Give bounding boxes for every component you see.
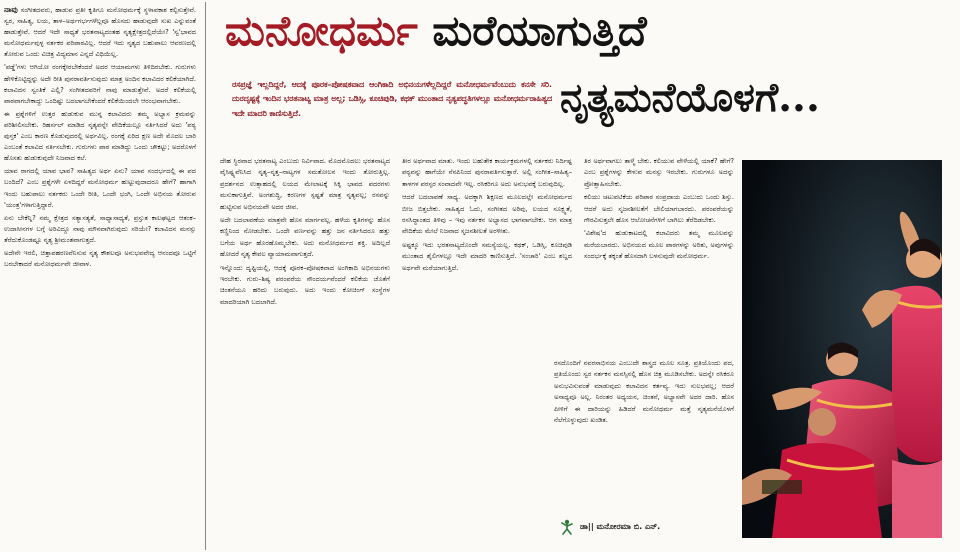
body-column-3: [402, 156, 572, 526]
left-col-p4: ಯಾವ ರಾಗದಲ್ಲಿ ಯಾವ ಭಾವ? ಸಾಹಿತ್ಯದ ಅರ್ಥ ಏನು? ಯಾವ ಸಂದರ್ಭದಲ್ಲಿ ಈ ಪದ ಬಂದಿದೆ? ಎಂಬ ಪ್ರಶ್ನೆಗಳೇ ಏಳದಿದ್ದರೆ ಮನೋಧರ್ಮ ಹುಟ್ಟುವುದಾದರೂ ಹೇಗೆ? ಹಾಗಾಗಿ ಇಂದು ಬಹುಪಾಲು ನರ್ತಕರು ಒಂದೇ ರೀತಿ, ಒಂದೇ ಭಂಗಿ, ಒಂದೇ ಅಭಿನಯ ತೋರುವ 'ಯಂತ್ರ'ಗಳಾಗುತ್ತಿದ್ದಾರೆ.: [4, 167, 196, 209]
col3-p1: ತೀರ ಅರ್ಥವಾದ ಮಾತು. ಇಂದು ಬಹುತೇಕ ಕಾರ್ಯಕ್ರಮಗಳಲ್ಲಿ ನರ್ತಕರು ನಿರ್ದಿಷ್ಟ ಪಠ್ಯವನ್ನು ಹಾಗೆಯೇ ನೆನಪಿನಿಂದ ಪುನರಾವರ್ತಿಸುತ್ತಾರೆ. ಅಲ್ಲಿ ಸಂಗೀತ–ಸಾಹಿತ್ಯ–ತಾಳಗಳ ಪರಸ್ಪರ ಸಂವಾದವೇ ಇಲ್ಲ. ರಸಿಕರಿಗೂ ಅದು ಅನುಭವಕ್ಕೆ ಬರುವುದಿಲ್ಲ.: [402, 157, 572, 188]
dancers-photo: [742, 160, 942, 538]
byline-author: ಡಾ|| ಮನೋರಮಾ ಬಿ. ಎನ್.: [580, 522, 661, 531]
col5-p1: ರಸದೊಂದಿಗೆ ನವರಸಾಭಿನಯ ಎಂಬುದೇ ಶಾಸ್ತ್ರದ ಮೂಲ ಸೂತ್ರ. ಪ್ರತಿಯೊಂದು ಪದ, ಪ್ರತಿಯೊಂದು ಸ್ವರ ನರ್ತಕನ ಮನಸ್ಸಿನಲ್ಲಿ ಹೊಸ ಚಿತ್ರ ಮೂಡಿಸಬೇಕು. ಅದನ್ನೇ ರಸಿಕರೂ ಅನುಭವಿಸುವಂತೆ ಮಾಡುವುದು ಕಲಾವಿದನ ಕರ್ತವ್ಯ. ಇದು ಸುಲಭವಲ್ಲ; ಆದರೆ ಅಸಾಧ್ಯವೂ ಅಲ್ಲ. ನಿರಂತರ ಅಧ್ಯಯನ, ಚಿಂತನೆ, ಅಭ್ಯಾಸವೇ ಅದರ ದಾರಿ. ಹೊಸ ಪೀಳಿಗೆ ಈ ದಾರಿಯನ್ನು ಹಿಡಿದರೆ ಮನೋಧರ್ಮ ಮತ್ತೆ ನೃತ್ಯಮನೆಯೊಳಗೆ ನೆಲೆಗೊಳ್ಳುವುದು ಖಂಡಿತ.: [554, 359, 734, 425]
col4-p1: ತಿರ ಅರ್ಥವಾಗಲು ತಾಳ್ಮೆ ಬೇಕು. ಕಲಿಯುವ ವೇಳೆಯಲ್ಲಿ ಯಾಕೆ? ಹೇಗೆ? ಎಂಬ ಪ್ರಶ್ನೆಗಳನ್ನು ಕೇಳುವ ಮನಸ್ಸು ಇರಬೇಕು. ಗುರುಗಳೂ ಅದನ್ನು ಪ್ರೋತ್ಸಾಹಿಸಬೇಕು.: [584, 157, 734, 188]
headline-black-word: ಮರೆಯಾಗುತ್ತಿದೆ: [432, 6, 647, 55]
left-col-p2: 'ಪಡ್ಡೆ'ಗಳು ಆಗಿಯೋ ರಂಗಕ್ಕೇರಬೇಕೆಂದರೆ ಅದರ ಆಯಾಮಗಳು ತಿಳಿದಿರಬೇಕು. ಗುರುಗಳು ಹೇಳಿಕೊಟ್ಟಿದ್ದನ್ನು ಅದೇ ರೀತಿ ಪುನರಾವರ್ತಿಸುವುದು ಮಾತ್ರ ಅಂದಿನ ಕಲಾವಿದರ ಕಲಿಕೆಯಾಗಿದೆ. ಕಲಾವಿದನ ಸ್ವಂತಿಕೆ ಎಲ್ಲಿ? ಸಂಗೀತದವರಿಗೆ ನಾವು ಮಾಡುತ್ತೇವೆ. ಅದರೆ ಕಲಿಕೆಯಲ್ಲಿ ಪಾಠವಾಗಬೇಕಾದ್ದು ಒಂದಿಷ್ಟು ಬದಲಾಗಬೇಕೆಂದರೆ ಕಲಿಕೆಯಿಂದಲೇ ಆರಂಭವಾಗಬೇಕು.: [4, 63, 196, 105]
headline-red-word: ಮನೋಧರ್ಮ: [225, 6, 418, 55]
headline-line-2: ನೃತ್ಯಮನೆಯೊಳಗೆ...: [560, 74, 820, 121]
left-col-p1: [4, 4, 196, 60]
body-column-2: [220, 156, 390, 526]
col2-p2: ಅದೇ ಬದಲಾವಣೆಯ ಮಾತ್ರವೇ ಹೊಸ ಮಾರ್ಗವಲ್ಲ. ಹಳೆಯ ಕೃತಿಗಳನ್ನು ಹೊಸ ಕಣ್ಣಿನಿಂದ ನೋಡಬೇಕು. ಒಂದೇ ವರ್ಣವನ್ನು ಹತ್ತು ಜನ ನರ್ತಿಸಿದರೂ ಹತ್ತು ಬಗೆಯ ಅರ್ಥ ಹೊರಹೊಮ್ಮಬೇಕು. ಅದು ಮನೋಧರ್ಮದ ಶಕ್ತಿ. ಅದಿಲ್ಲದೆ ಹೋದರೆ ನೃತ್ಯ ಕೇವಲ ವ್ಯಾಯಾಮವಾಗುತ್ತದೆ.: [220, 216, 390, 259]
column-divider: [205, 2, 206, 550]
dancer-pen-icon: [560, 519, 574, 535]
col2-p1: ದೇಹ ಸ್ಥಿರವಾದ ಭರತನಾಟ್ಯ ಎಂಬುದು ನಿರ್ವಿವಾದ. ಮೊದಮೊದಲು ಭರತನಾಟ್ಯದ ವೈಸಿಷ್ಟ್ಯವೆನಿಸಿದ ನೃತ್ಯ–ನೃತ್ತ–ನಾಟ್ಯಗಳ ಸಮತೋಲನ ಇಂದು ತೋರುತ್ತಿಲ್ಲ. ಪ್ರದರ್ಶನದ ಉತ್ಸಾಹದಲ್ಲಿ ಲಯದ ಮೇಲಾಟಕ್ಕೆ ಸಿಕ್ಕಿ ಭಾವದ ಪದರಗಳು ಮಸುಕಾಗುತ್ತಿವೆ. ಅಂಗಶುದ್ಧಿ, ಕರಣಗಳ ಸ್ಪಷ್ಟತೆ ಮಾತ್ರ ನೃತ್ಯವಲ್ಲ; ರಸವನ್ನು ಹುಟ್ಟಿಸುವ ಅಭಿನಯವೇ ಅದರ ಜೀವ.: [220, 157, 390, 211]
body-column-5: [554, 358, 734, 508]
col2-p3: ಇನ್ನೊಂದು ದೃಷ್ಟಿಯಲ್ಲಿ, ಆದಕ್ಕೆ ಪೂರಕ–ಪೋಷಕವಾದ ಅಂಗಿಕಾದಿ ಅಭಿನಯಗಳು ಇರಬೇಕು. ಗುರು–ಶಿಷ್ಯ ಪರಂಪರೆಯ ಸೌಂದರ್ಯವೆಂದರೆ ಕಲಿಕೆಯ ಜೊತೆಗೆ ಚಿಂತನೆಯೂ ಹರಿದು ಬರುವುದು. ಅದು ಇಂದು ಕೋಚಿಂಗ್ ಸಂಸ್ಥೆಗಳ ಮಾದರಿಯಾಗಿ ಬದಲಾಗಿದೆ.: [220, 263, 390, 306]
left-col-p3: ಈ ಪ್ರಶ್ನೆಗಳಿಗೆ ಉತ್ತರ ಹುಡುಕುವ ಮುನ್ನ ಕಲಾವಿದರು ತಮ್ಮ ಅಭ್ಯಾಸ ಕ್ರಮವನ್ನು ಪರಿಶೀಲಿಸಬೇಕು. ರಿಹರ್ಸಲ್ ಮಾಡಿದ ನೃತ್ಯವನ್ನೇ ವೇದಿಕೆಯಲ್ಲೂ ನರ್ತಿಸಿದರೆ ಅದು 'ಪಠ್ಯ ಪುಸ್ತಕ' ಎಂಬ ಕಾರಣ ಕೊಡುವುದರಲ್ಲಿ ಅರ್ಥವಿಲ್ಲ. ರಂಗಕ್ಕೆ ಏರಿದ ಕ್ಷಣ ಅದೇ ಮೊದಲ ಬಾರಿ ಎಂಬಂತೆ ಕಲಾವಿದ ನರ್ತಿಸಬೇಕು. ಗುರುಗಳು ಪಾಠ ಮಾಡಿದ್ದು ಒಂದು ಚೌಕಟ್ಟು; ಅದರೊಳಗೆ ಹೊಸತು ಹುಡುಕುವುದೇ ನಿಜವಾದ ಕಲೆ.: [4, 109, 196, 163]
left-col-p5: ಏನು ಬೇಕೆನ್ನಿ? ನಮ್ಮ ಕ್ಷೇತ್ರದ ಸತ್ಯಾಸತ್ಯತೆ, ಸಾಧ್ಯಾಸಾಧ್ಯತೆ, ಪ್ರಸ್ತುತ ಕಾಲಘಟ್ಟದ ಆತಂಕ–ಉದಾಸೀನಗಳ ಬಗ್ಗೆ ಅರಿವಿದ್ದೂ ನಾವು ಮೌನವಾಗಿರುವುದು ಸರಿಯೇ? ಕಲಾವಿದನ ಮನಸ್ಸು ತೆರೆದುಕೊಂಡಷ್ಟೂ ನೃತ್ಯ ಶ್ರೀಮಂತವಾಗುತ್ತದೆ.: [4, 213, 196, 244]
left-col-p6: ಅದೇನೇ ಇರಲಿ, ಚಿತ್ತಾಪಹರಣವೆನಿಸುವ ನೃತ್ಯ ಕೌಶಲವೂ ಅನುಭವವೇದ್ಯ ಆನಂದವೂ ಒಟ್ಟಿಗೆ ಬರಬೇಕಾದರೆ ಮನೋಧರ್ಮವೇ ಜೀವಾಳ.: [4, 248, 196, 269]
deck-standfirst: ರಸಪ್ರಜ್ಞೆ ಇಲ್ಲದಿದ್ದರೆ, ಆದಕ್ಕೆ ಪೂರಕ–ಪೋಷಕವಾದ ಆಂಗಿಕಾದಿ ಅಭಿನಯಗಳೆಲ್ಲದಿದ್ದರೆ ಮನೋಧರ್ಮವೆಂಬುದು ಕನಸೇ ಸರಿ. ದುರದೃಷ್ಟಕ್ಕೆ ಇಂದಿನ ಭರತನಾಟ್ಯ ಮಾತ್ರ ಅಲ್ಲ; ಒಡಿಸ್ಸಿ, ಕೂಚಿಪುಡಿ, ಕಥಕ್ ಮುಂತಾದ ನೃತ್ಯಪದ್ಧತಿಗಳಲ್ಲೂ ಮನೋಧರ್ಮರಾಹಿತ್ಯದ ಇದೇ ಮಾದರಿ ಕಾಣಿಸುತ್ತಿದೆ.: [232, 80, 552, 118]
lead-word: ನಾವು: [4, 5, 18, 14]
col4-p3: 'ವಿಶೇಷ'ದ ಹುಡುಕಾಟದಲ್ಲಿ ಕಲಾವಿದರು ತಮ್ಮ ಮೂಲವನ್ನು ಮರೆಯಬಾರದು. ಅಭಿನಯದ ಮೂಲ ಪಾಠಗಳನ್ನು ಅರಿತು, ಅವುಗಳನ್ನು ಸಂದರ್ಭಕ್ಕೆ ತಕ್ಕಂತೆ ಹೊಸದಾಗಿ ಬಳಸುವುದೇ ಮನೋಧರ್ಮ.: [584, 229, 734, 261]
byline: [560, 517, 760, 537]
left-col-p1-text: ಸಂಗೀತದವರು, ಹಾಡುವ ಪ್ರತೀ ಕೃತಿಗೂ ಮನೋಧರ್ಮಕ್ಕೆ ಸ್ಥಳಾವಕಾಶ ಕಲ್ಪಿಸುತ್ತೇವೆ. ಸ್ವರ, ಸಾಹಿತ್ಯ, ಲಯ, ತಾಳ–ಅರ್ಥಗರ್ಭಗಳೆಲ್ಲವೂ ಹೊಸದು ಹಾಡುವುದೇ ಸುಖ ಎನ್ನುವಂತೆ ಹಾಡುತ್ತೇವೆ. ಆದರೆ ಇದೇ ಸಾಧ್ಯತೆ ಭರತನಾಟ್ಯದಂತಹ ನೃತ್ಯಕ್ಷೇತ್ರದಲ್ಲಿದೆಯೇ? 'ಸ್ವ'ಭಾವದ ಮನೋಧರ್ಮವುಳ್ಳ ನರ್ತಕರ ಪರಿಪಾಠವಿಲ್ಲ. ಆದರೆ ಇದು ನೃತ್ಯದ ಬಹುಪಾಲು ಆವರಣದಲ್ಲಿ ತೋರುವ ಒಂದು ವಿಚಿತ್ರ ವಿದ್ಯಮಾನ ಎನ್ನದೆ ವಿಧಿಯಿಲ್ಲ.: [4, 6, 196, 59]
col3-p2: ಆದರೆ ಬದಲಾವಣೆ ಸಾಧ್ಯ. ಅದಕ್ಕಾಗಿ ಶಿಕ್ಷಣದ ಮೂಲದಲ್ಲೇ ಮನೋಧರ್ಮದ ಬೀಜ ಬಿತ್ತಬೇಕು. ಸಾಹಿತ್ಯದ ಓದು, ಸಂಗೀತದ ಅರಿವು, ಲಯದ ಸೂಕ್ಷ್ಮತೆ, ರಸಸಿದ್ಧಾಂತದ ತಿಳಿವು – ಇವು ನರ್ತಕನ ಅಭ್ಯಾಸದ ಭಾಗವಾಗಬೇಕು. ಆಗ ಮಾತ್ರ ವೇದಿಕೆಯ ಮೇಲೆ ನಿಜವಾದ ಸೃಜನಶೀಲತೆ ಅರಳೀತು.: [402, 193, 572, 236]
col4-p2: ಕಲಿಯು ಚಟುವಟಿಕೆಯ ಪರಿಪಾಠ ಸಂಪ್ರದಾಯ ಎಂಬುದು ಒಂದು ಶಿಸ್ತು. ಆದರೆ ಅದು ಸೃಜನಶೀಲತೆಗೆ ಬೇಲಿಯಾಗಬಾರದು. ಪರಂಪರೆಯನ್ನು ಗೌರವಿಸುತ್ತಲೇ ಹೊಸ ಆಲೋಚನೆಗಳಿಗೆ ಬಾಗಿಲು ತೆರೆದಿಡಬೇಕು.: [584, 193, 734, 225]
headline-line-1: [225, 6, 945, 56]
dancers-illustration: [742, 160, 942, 538]
col3-p3: ಅಷ್ಟಕ್ಕೂ ಇದು ಭರತನಾಟ್ಯದೊಂದೇ ಸಮಸ್ಯೆಯಲ್ಲ. ಕಥಕ್, ಒಡಿಸ್ಸಿ, ಕೂಚಿಪುಡಿ ಮುಂತಾದ ಶೈಲಿಗಳಲ್ಲೂ ಇದೇ ಮಾದರಿ ಕಾಣಿಸುತ್ತಿದೆ. 'ಸಂಚಾರಿ' ಎಂಬ ಶಬ್ದದ ಅರ್ಥವೇ ಮರೆಯಾಗುತ್ತಿದೆ.: [402, 240, 572, 272]
left-column: [4, 4, 196, 548]
body-column-4: [584, 156, 734, 352]
